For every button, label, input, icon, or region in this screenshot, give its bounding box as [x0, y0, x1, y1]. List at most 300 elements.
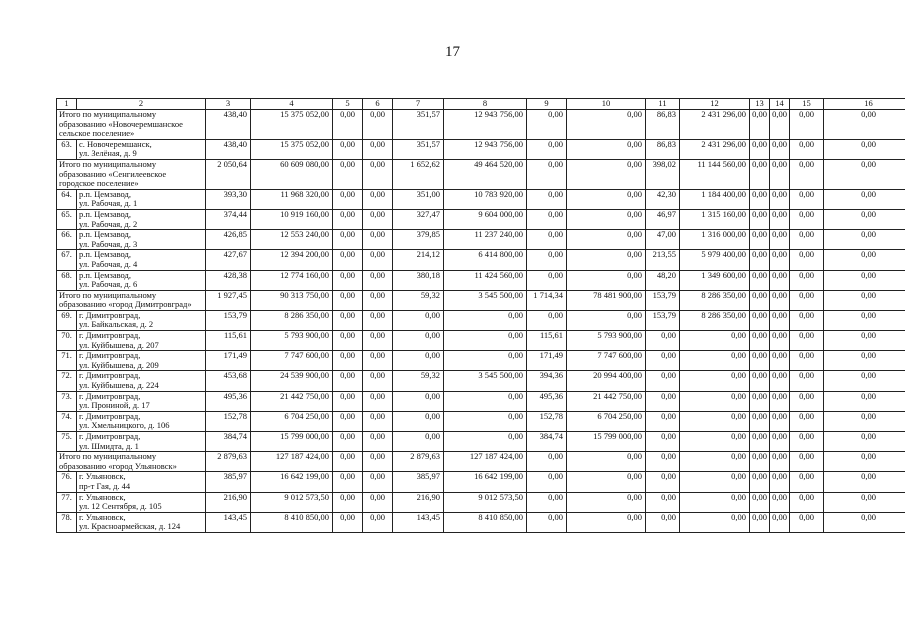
- value-cell: 0,00: [790, 159, 824, 189]
- value-cell: 0,00: [363, 270, 393, 290]
- column-number-cell: 14: [770, 99, 790, 110]
- value-cell: 374,44: [206, 209, 251, 229]
- value-cell: 438,40: [206, 110, 251, 140]
- address-cell: [77, 331, 206, 351]
- row-number: 70.: [57, 331, 77, 351]
- address-line-settlement: г. Димитровград,: [79, 391, 141, 401]
- value-cell: 0,00: [333, 492, 363, 512]
- address-cell: [77, 189, 206, 209]
- address-line-street: ул. Шмидта, д. 1: [79, 440, 139, 451]
- column-number-cell: 9: [527, 99, 567, 110]
- subtotal-row: [57, 110, 905, 140]
- value-cell: 327,47: [393, 209, 444, 229]
- table-row: [57, 209, 905, 229]
- value-cell: 351,57: [393, 110, 444, 140]
- value-cell: 1 714,34: [527, 290, 567, 310]
- row-number: 63.: [57, 139, 77, 159]
- value-cell: 0,00: [750, 159, 770, 189]
- address-line-settlement: р.п. Цемзавод,: [79, 189, 132, 199]
- page-number: 17: [445, 44, 460, 60]
- value-cell: 0,00: [444, 310, 527, 330]
- value-cell: 0,00: [333, 472, 363, 492]
- value-cell: 8 286 350,00: [251, 310, 333, 330]
- value-cell: 0,00: [646, 331, 680, 351]
- value-cell: 384,74: [206, 432, 251, 452]
- value-cell: 0,00: [770, 432, 790, 452]
- value-cell: 0,00: [333, 110, 363, 140]
- value-cell: 0,00: [770, 371, 790, 391]
- value-cell: 438,40: [206, 139, 251, 159]
- address-cell: [77, 472, 206, 492]
- value-cell: 0,00: [790, 512, 824, 532]
- value-cell: 426,85: [206, 230, 251, 250]
- address-line-settlement: г. Ульяновск,: [79, 492, 126, 502]
- value-cell: 0,00: [333, 351, 363, 371]
- address-line-settlement: г. Димитровград,: [79, 411, 141, 421]
- value-cell: 214,12: [393, 250, 444, 270]
- value-cell: 0,00: [750, 432, 770, 452]
- value-cell: 171,49: [527, 351, 567, 371]
- value-cell: 0,00: [646, 472, 680, 492]
- value-cell: 385,97: [393, 472, 444, 492]
- value-cell: 7 747 600,00: [251, 351, 333, 371]
- column-number-cell: 2: [77, 99, 206, 110]
- value-cell: 15 799 000,00: [251, 432, 333, 452]
- value-cell: 0,00: [790, 331, 824, 351]
- value-cell: 393,30: [206, 189, 251, 209]
- column-number-cell: 12: [680, 99, 750, 110]
- value-cell: 0,00: [750, 452, 770, 472]
- table-row: [57, 512, 905, 532]
- value-cell: 0,00: [646, 371, 680, 391]
- column-number-cell: 1: [57, 99, 77, 110]
- value-cell: 0,00: [790, 250, 824, 270]
- value-cell: 0,00: [770, 270, 790, 290]
- value-cell: 5 793 900,00: [251, 331, 333, 351]
- table-row: [57, 310, 905, 330]
- address-cell: [77, 512, 206, 532]
- value-cell: 0,00: [363, 351, 393, 371]
- address-line-settlement: с. Новочеремшанск,: [79, 139, 152, 149]
- value-cell: 0,00: [646, 452, 680, 472]
- value-cell: 0,00: [646, 391, 680, 411]
- value-cell: 0,00: [824, 230, 905, 250]
- value-cell: 0,00: [527, 310, 567, 330]
- column-number-cell: 7: [393, 99, 444, 110]
- value-cell: 2 050,64: [206, 159, 251, 189]
- value-cell: 171,49: [206, 351, 251, 371]
- value-cell: 0,00: [680, 512, 750, 532]
- value-cell: 0,00: [363, 159, 393, 189]
- value-cell: 384,74: [527, 432, 567, 452]
- value-cell: 0,00: [567, 189, 646, 209]
- address-cell: [77, 270, 206, 290]
- value-cell: 0,00: [333, 391, 363, 411]
- value-cell: 0,00: [770, 512, 790, 532]
- row-number: 73.: [57, 391, 77, 411]
- value-cell: 0,00: [770, 159, 790, 189]
- value-cell: 11 144 560,00: [680, 159, 750, 189]
- value-cell: 0,00: [680, 492, 750, 512]
- value-cell: 0,00: [750, 250, 770, 270]
- address-cell: [77, 230, 206, 250]
- address-cell: [77, 371, 206, 391]
- value-cell: 46,97: [646, 209, 680, 229]
- value-cell: 11 424 560,00: [444, 270, 527, 290]
- column-number-cell: 15: [790, 99, 824, 110]
- value-cell: 0,00: [824, 472, 905, 492]
- value-cell: 60 609 080,00: [251, 159, 333, 189]
- address-line-street: ул. Куйбышева, д. 224: [79, 380, 159, 391]
- value-cell: 0,00: [824, 270, 905, 290]
- address-line-settlement: р.п. Цемзавод,: [79, 229, 132, 240]
- value-cell: 379,85: [393, 230, 444, 250]
- value-cell: 0,00: [790, 270, 824, 290]
- value-cell: 0,00: [567, 230, 646, 250]
- value-cell: 0,00: [363, 139, 393, 159]
- value-cell: 0,00: [824, 310, 905, 330]
- value-cell: 0,00: [333, 452, 363, 472]
- value-cell: 0,00: [646, 351, 680, 371]
- value-cell: 0,00: [363, 230, 393, 250]
- address-cell: [77, 250, 206, 270]
- table-row: [57, 432, 905, 452]
- value-cell: 0,00: [770, 331, 790, 351]
- value-cell: 0,00: [363, 391, 393, 411]
- value-cell: 1 652,62: [393, 159, 444, 189]
- value-cell: 0,00: [527, 139, 567, 159]
- value-cell: 0,00: [646, 512, 680, 532]
- value-cell: 2 431 296,00: [680, 139, 750, 159]
- value-cell: 0,00: [567, 512, 646, 532]
- address-line-settlement: р.п. Цемзавод,: [79, 209, 132, 219]
- column-number-cell: 10: [567, 99, 646, 110]
- row-number: 65.: [57, 209, 77, 229]
- value-cell: 0,00: [824, 351, 905, 371]
- value-cell: 15 799 000,00: [567, 432, 646, 452]
- value-cell: 42,30: [646, 189, 680, 209]
- value-cell: 6 704 250,00: [567, 411, 646, 431]
- address-cell: [77, 310, 206, 330]
- value-cell: 0,00: [680, 391, 750, 411]
- subtotal-label: Итого по муниципальному образованию «Новочеремшанское сельское поселение»: [57, 110, 206, 140]
- table-row: [57, 391, 905, 411]
- value-cell: 0,00: [790, 209, 824, 229]
- address-line-settlement: р.п. Цемзавод,: [79, 249, 132, 260]
- value-cell: 16 642 199,00: [444, 472, 527, 492]
- column-number-cell: 8: [444, 99, 527, 110]
- value-cell: 0,00: [393, 351, 444, 371]
- table-body: [57, 99, 905, 533]
- value-cell: 0,00: [790, 110, 824, 140]
- value-cell: 0,00: [333, 270, 363, 290]
- value-cell: 0,00: [333, 331, 363, 351]
- value-cell: 0,00: [333, 230, 363, 250]
- value-cell: 0,00: [790, 139, 824, 159]
- value-cell: 0,00: [363, 492, 393, 512]
- address-line-street: ул. Рабочая, д. 6: [79, 279, 138, 290]
- value-cell: 0,00: [770, 472, 790, 492]
- value-cell: 0,00: [680, 351, 750, 371]
- value-cell: 0,00: [363, 310, 393, 330]
- value-cell: 0,00: [750, 472, 770, 492]
- value-cell: 0,00: [750, 371, 770, 391]
- value-cell: 5 793 900,00: [567, 331, 646, 351]
- value-cell: 153,79: [646, 310, 680, 330]
- value-cell: 21 442 750,00: [251, 391, 333, 411]
- value-cell: 427,67: [206, 250, 251, 270]
- value-cell: 8 286 350,00: [680, 310, 750, 330]
- value-cell: 0,00: [567, 310, 646, 330]
- value-cell: 0,00: [444, 411, 527, 431]
- value-cell: 0,00: [770, 391, 790, 411]
- value-cell: 0,00: [824, 391, 905, 411]
- value-cell: 0,00: [527, 230, 567, 250]
- address-line-street: ул. 12 Сентября, д. 105: [79, 501, 162, 512]
- value-cell: 398,02: [646, 159, 680, 189]
- value-cell: 0,00: [363, 411, 393, 431]
- row-number: 75.: [57, 432, 77, 452]
- column-number-cell: 6: [363, 99, 393, 110]
- value-cell: 15 375 052,00: [251, 139, 333, 159]
- address-line-settlement: г. Димитровград,: [79, 370, 141, 381]
- value-cell: 0,00: [680, 411, 750, 431]
- value-cell: 0,00: [527, 472, 567, 492]
- subtotal-label: Итого по муниципальному образованию «город Димитровград»: [57, 290, 206, 310]
- address-line-street: пр-т Гая, д. 44: [79, 480, 131, 491]
- value-cell: 0,00: [790, 432, 824, 452]
- value-cell: 0,00: [363, 290, 393, 310]
- table-row: [57, 250, 905, 270]
- address-cell: [77, 411, 206, 431]
- value-cell: 0,00: [750, 391, 770, 411]
- value-cell: 0,00: [824, 331, 905, 351]
- value-cell: 385,97: [206, 472, 251, 492]
- address-line-street: ул. Красноармейская, д. 124: [79, 521, 181, 532]
- value-cell: 0,00: [750, 189, 770, 209]
- table-row: [57, 472, 905, 492]
- value-cell: 21 442 750,00: [567, 391, 646, 411]
- row-number: 72.: [57, 371, 77, 391]
- value-cell: 0,00: [750, 209, 770, 229]
- value-cell: 0,00: [750, 230, 770, 250]
- value-cell: 0,00: [790, 230, 824, 250]
- value-cell: 8 410 850,00: [251, 512, 333, 532]
- row-number: 64.: [57, 189, 77, 209]
- value-cell: 0,00: [333, 371, 363, 391]
- value-cell: 0,00: [770, 452, 790, 472]
- value-cell: 0,00: [567, 492, 646, 512]
- value-cell: 0,00: [363, 432, 393, 452]
- table-row: [57, 331, 905, 351]
- value-cell: 0,00: [790, 452, 824, 472]
- value-cell: 0,00: [680, 331, 750, 351]
- address-line-street: ул. Байкальская, д. 2: [79, 319, 154, 330]
- value-cell: 12 774 160,00: [251, 270, 333, 290]
- address-cell: [77, 492, 206, 512]
- value-cell: 0,00: [824, 371, 905, 391]
- value-cell: 10 783 920,00: [444, 189, 527, 209]
- value-cell: 2 879,63: [206, 452, 251, 472]
- column-number-cell: 3: [206, 99, 251, 110]
- address-line-settlement: г. Ульяновск,: [79, 471, 126, 482]
- value-cell: 0,00: [527, 159, 567, 189]
- value-cell: 143,45: [206, 512, 251, 532]
- value-cell: 213,55: [646, 250, 680, 270]
- value-cell: 0,00: [333, 432, 363, 452]
- value-cell: 115,61: [206, 331, 251, 351]
- value-cell: 0,00: [824, 189, 905, 209]
- value-cell: 20 994 400,00: [567, 371, 646, 391]
- value-cell: 153,79: [646, 290, 680, 310]
- value-cell: 0,00: [770, 209, 790, 229]
- row-number: 78.: [57, 512, 77, 532]
- value-cell: 0,00: [363, 250, 393, 270]
- value-cell: 0,00: [824, 452, 905, 472]
- value-cell: 495,36: [206, 391, 251, 411]
- value-cell: 0,00: [750, 331, 770, 351]
- address-line-street: ул. Хмельницкого, д. 106: [79, 420, 170, 431]
- column-number-row: [57, 99, 905, 110]
- value-cell: 1 315 160,00: [680, 209, 750, 229]
- value-cell: 0,00: [646, 432, 680, 452]
- subtotal-row: [57, 290, 905, 310]
- value-cell: 0,00: [770, 411, 790, 431]
- table-row: [57, 139, 905, 159]
- value-cell: 0,00: [770, 492, 790, 512]
- address-line-street: ул. Куйбышева, д. 207: [79, 339, 159, 350]
- row-number: 77.: [57, 492, 77, 512]
- value-cell: 0,00: [824, 432, 905, 452]
- value-cell: 153,79: [206, 310, 251, 330]
- value-cell: 12 553 240,00: [251, 230, 333, 250]
- table-row: [57, 411, 905, 431]
- address-line-settlement: р.п. Цемзавод,: [79, 270, 132, 280]
- value-cell: 0,00: [527, 452, 567, 472]
- value-cell: 6 414 800,00: [444, 250, 527, 270]
- value-cell: 0,00: [393, 331, 444, 351]
- address-line-settlement: г. Димитровград,: [79, 350, 141, 361]
- address-line-street: ул. Рабочая, д. 2: [79, 218, 138, 229]
- value-cell: 380,18: [393, 270, 444, 290]
- value-cell: 0,00: [333, 209, 363, 229]
- value-cell: 0,00: [527, 512, 567, 532]
- value-cell: 49 464 520,00: [444, 159, 527, 189]
- value-cell: 0,00: [333, 250, 363, 270]
- table-row: [57, 270, 905, 290]
- value-cell: 0,00: [646, 492, 680, 512]
- value-cell: 12 394 200,00: [251, 250, 333, 270]
- value-cell: 0,00: [770, 310, 790, 330]
- value-cell: 2 879,63: [393, 452, 444, 472]
- value-cell: 0,00: [824, 139, 905, 159]
- value-cell: 0,00: [363, 472, 393, 492]
- value-cell: 0,00: [790, 290, 824, 310]
- value-cell: 9 012 573,50: [251, 492, 333, 512]
- value-cell: 48,20: [646, 270, 680, 290]
- value-cell: 10 919 160,00: [251, 209, 333, 229]
- value-cell: 0,00: [444, 391, 527, 411]
- value-cell: 127 187 424,00: [251, 452, 333, 472]
- value-cell: 0,00: [824, 290, 905, 310]
- value-cell: 495,36: [527, 391, 567, 411]
- value-cell: 9 604 000,00: [444, 209, 527, 229]
- value-cell: 8 286 350,00: [680, 290, 750, 310]
- value-cell: 351,00: [393, 189, 444, 209]
- value-cell: 0,00: [393, 391, 444, 411]
- value-cell: 12 943 756,00: [444, 110, 527, 140]
- value-cell: 0,00: [567, 110, 646, 140]
- row-number: 74.: [57, 411, 77, 431]
- value-cell: 0,00: [333, 290, 363, 310]
- value-cell: 59,32: [393, 371, 444, 391]
- value-cell: 11 237 240,00: [444, 230, 527, 250]
- address-line-street: ул. Куйбышева, д. 209: [79, 359, 159, 370]
- value-cell: 0,00: [824, 512, 905, 532]
- column-number-cell: 11: [646, 99, 680, 110]
- value-cell: 0,00: [770, 189, 790, 209]
- table-row: [57, 371, 905, 391]
- value-cell: 394,36: [527, 371, 567, 391]
- value-cell: 127 187 424,00: [444, 452, 527, 472]
- column-number-cell: 13: [750, 99, 770, 110]
- subtotal-row: [57, 159, 905, 189]
- value-cell: 0,00: [680, 472, 750, 492]
- address-cell: [77, 432, 206, 452]
- value-cell: 0,00: [363, 512, 393, 532]
- value-cell: 0,00: [393, 310, 444, 330]
- table-row: [57, 492, 905, 512]
- value-cell: 0,00: [646, 411, 680, 431]
- row-number: 67.: [57, 250, 77, 270]
- value-cell: 78 481 900,00: [567, 290, 646, 310]
- value-cell: 0,00: [567, 472, 646, 492]
- value-cell: 0,00: [750, 270, 770, 290]
- value-cell: 0,00: [770, 110, 790, 140]
- value-cell: 5 979 400,00: [680, 250, 750, 270]
- value-cell: 0,00: [567, 250, 646, 270]
- value-cell: 428,38: [206, 270, 251, 290]
- column-number-cell: 5: [333, 99, 363, 110]
- value-cell: 9 012 573,50: [444, 492, 527, 512]
- address-cell: [77, 351, 206, 371]
- value-cell: 0,00: [333, 189, 363, 209]
- value-cell: 143,45: [393, 512, 444, 532]
- value-cell: 1 349 600,00: [680, 270, 750, 290]
- value-cell: 86,83: [646, 139, 680, 159]
- value-cell: 0,00: [680, 371, 750, 391]
- value-cell: 0,00: [750, 492, 770, 512]
- address-line-street: ул. Рабочая, д. 1: [79, 198, 138, 209]
- address-line-settlement: г. Димитровград,: [79, 310, 141, 320]
- value-cell: 115,61: [527, 331, 567, 351]
- value-cell: 1 184 400,00: [680, 189, 750, 209]
- value-cell: 86,83: [646, 110, 680, 140]
- subtotal-row: [57, 452, 905, 472]
- address-line-settlement: г. Димитровград,: [79, 431, 141, 441]
- column-number-cell: 4: [251, 99, 333, 110]
- value-cell: 351,57: [393, 139, 444, 159]
- value-cell: 152,78: [206, 411, 251, 431]
- value-cell: 0,00: [363, 331, 393, 351]
- address-line-street: ул. Рабочая, д. 3: [79, 238, 138, 249]
- value-cell: 0,00: [790, 371, 824, 391]
- value-cell: 0,00: [750, 139, 770, 159]
- value-cell: 7 747 600,00: [567, 351, 646, 371]
- value-cell: 0,00: [444, 432, 527, 452]
- value-cell: 0,00: [750, 310, 770, 330]
- row-number: 69.: [57, 310, 77, 330]
